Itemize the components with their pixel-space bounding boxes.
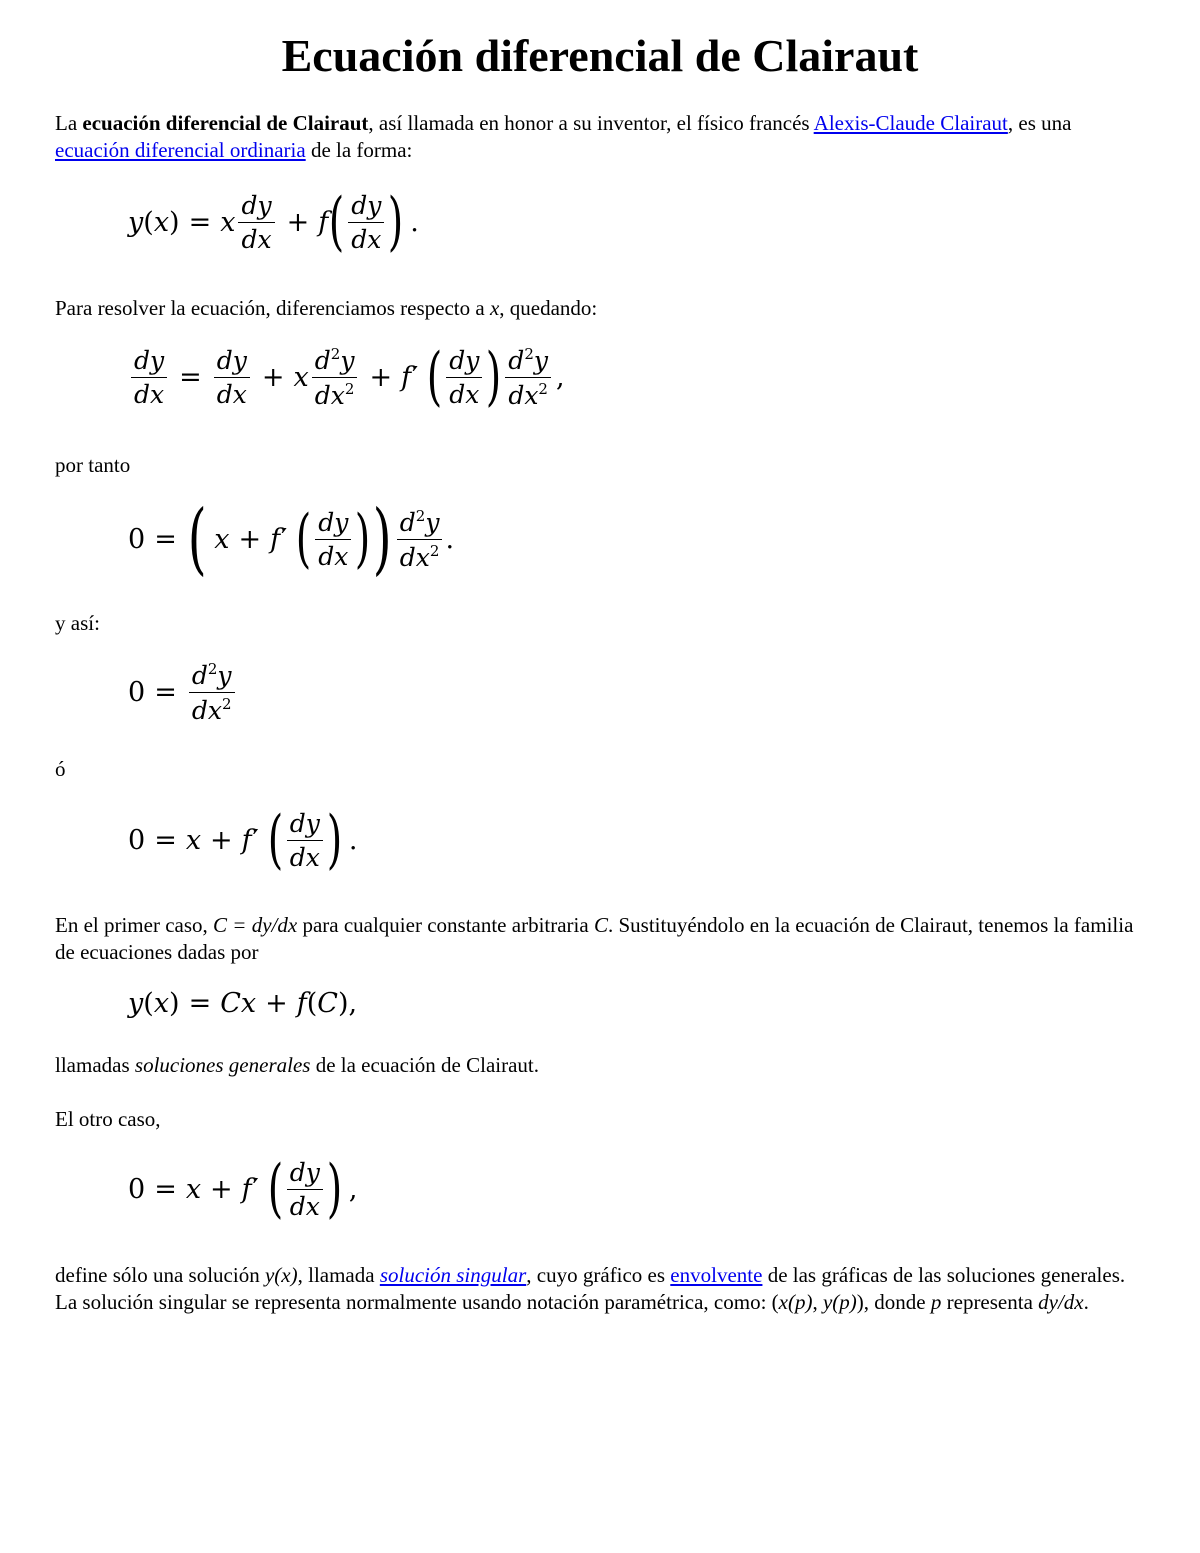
equation-factored: 0 = ( x + f ′ ( $\frac{dy}{dx}$ ) ) $\frac{d^2y}{dx^2}$ . (128, 494, 455, 584)
intro-paragraph: La ecuación diferencial de Clairaut, así llamada en honor a su inventor, el físico francés Alexis-Claude Clairaut, es una ecuación diferencial ordinaria de la forma: (55, 111, 1072, 162)
equation-singular-condition: 0 = x + f ′ ( $\frac{dy}{dx}$ ) . (128, 803, 358, 877)
paragraph-soluciones-generales: llamadas soluciones generales de la ecuación de Clairaut. (55, 1053, 539, 1077)
paragraph-o: ó (55, 757, 66, 781)
fraction-dy-dx: $\frac{dy}{dx}$ (238, 193, 274, 252)
link-solucion-singular[interactable]: solución singular (379, 1263, 527, 1287)
fraction-dy-dx: $\frac{dy}{dx}$ (348, 193, 384, 252)
paragraph-otro-caso: El otro caso, (55, 1107, 161, 1131)
paragraph-primer-caso: En el primer caso, C = dy/dx para cualquier constante arbitraria C. Sustituyéndolo en la ecuación de Clairaut, tenemos la familia de ecuaciones dadas por (55, 913, 1134, 964)
paragraph-por-tanto: por tanto (55, 453, 131, 477)
paragraph-resolver: Para resolver la ecuación, diferenciamos respecto a x, quedando: (55, 296, 598, 320)
equation-second-derivative-zero: 0 = $\frac{d^2y}{dx^2}$ (128, 662, 238, 723)
bold-term: ecuación diferencial de Clairaut (82, 111, 369, 135)
paragraph-y-asi: y así: (55, 611, 100, 635)
link-alexis-claude-clairaut[interactable]: Alexis-Claude Clairaut (813, 111, 1008, 135)
equation-clairaut: y ( x ) = x $\frac{dy}{dx}$ + f ( $\frac{dy}{dx}$ ) . (128, 185, 419, 259)
equation-general-solution: y ( x ) = C x + f ( C ) , (128, 988, 358, 1019)
equation-singular-condition-repeat: 0 = x + f ′ ( $\frac{dy}{dx}$ ) , (128, 1152, 358, 1226)
equation-derivative: $\frac{dy}{dx}$ = $\frac{dy}{dx}$ + x $\frac{d^2y}{dx^2}$ + f ′ ( $\frac{dy}{dx}$ ) $\frac{d^2y}{dx^2}$ , (128, 345, 565, 409)
paragraph-solucion-singular: define sólo una solución y(x), llamada solución singular, cuyo gráfico es envolvente de las gráficas de las soluciones generales. La solución singular se representa normalmente usando notación paramétrica, como: (x(p), y(p)), donde p representa dy/dx. (55, 1263, 1126, 1314)
page-title: Ecuación diferencial de Clairaut (281, 30, 919, 81)
link-envolvente[interactable]: envolvente (670, 1263, 763, 1287)
link-ecuacion-diferencial-ordinaria[interactable]: ecuación diferencial ordinaria (55, 138, 306, 162)
